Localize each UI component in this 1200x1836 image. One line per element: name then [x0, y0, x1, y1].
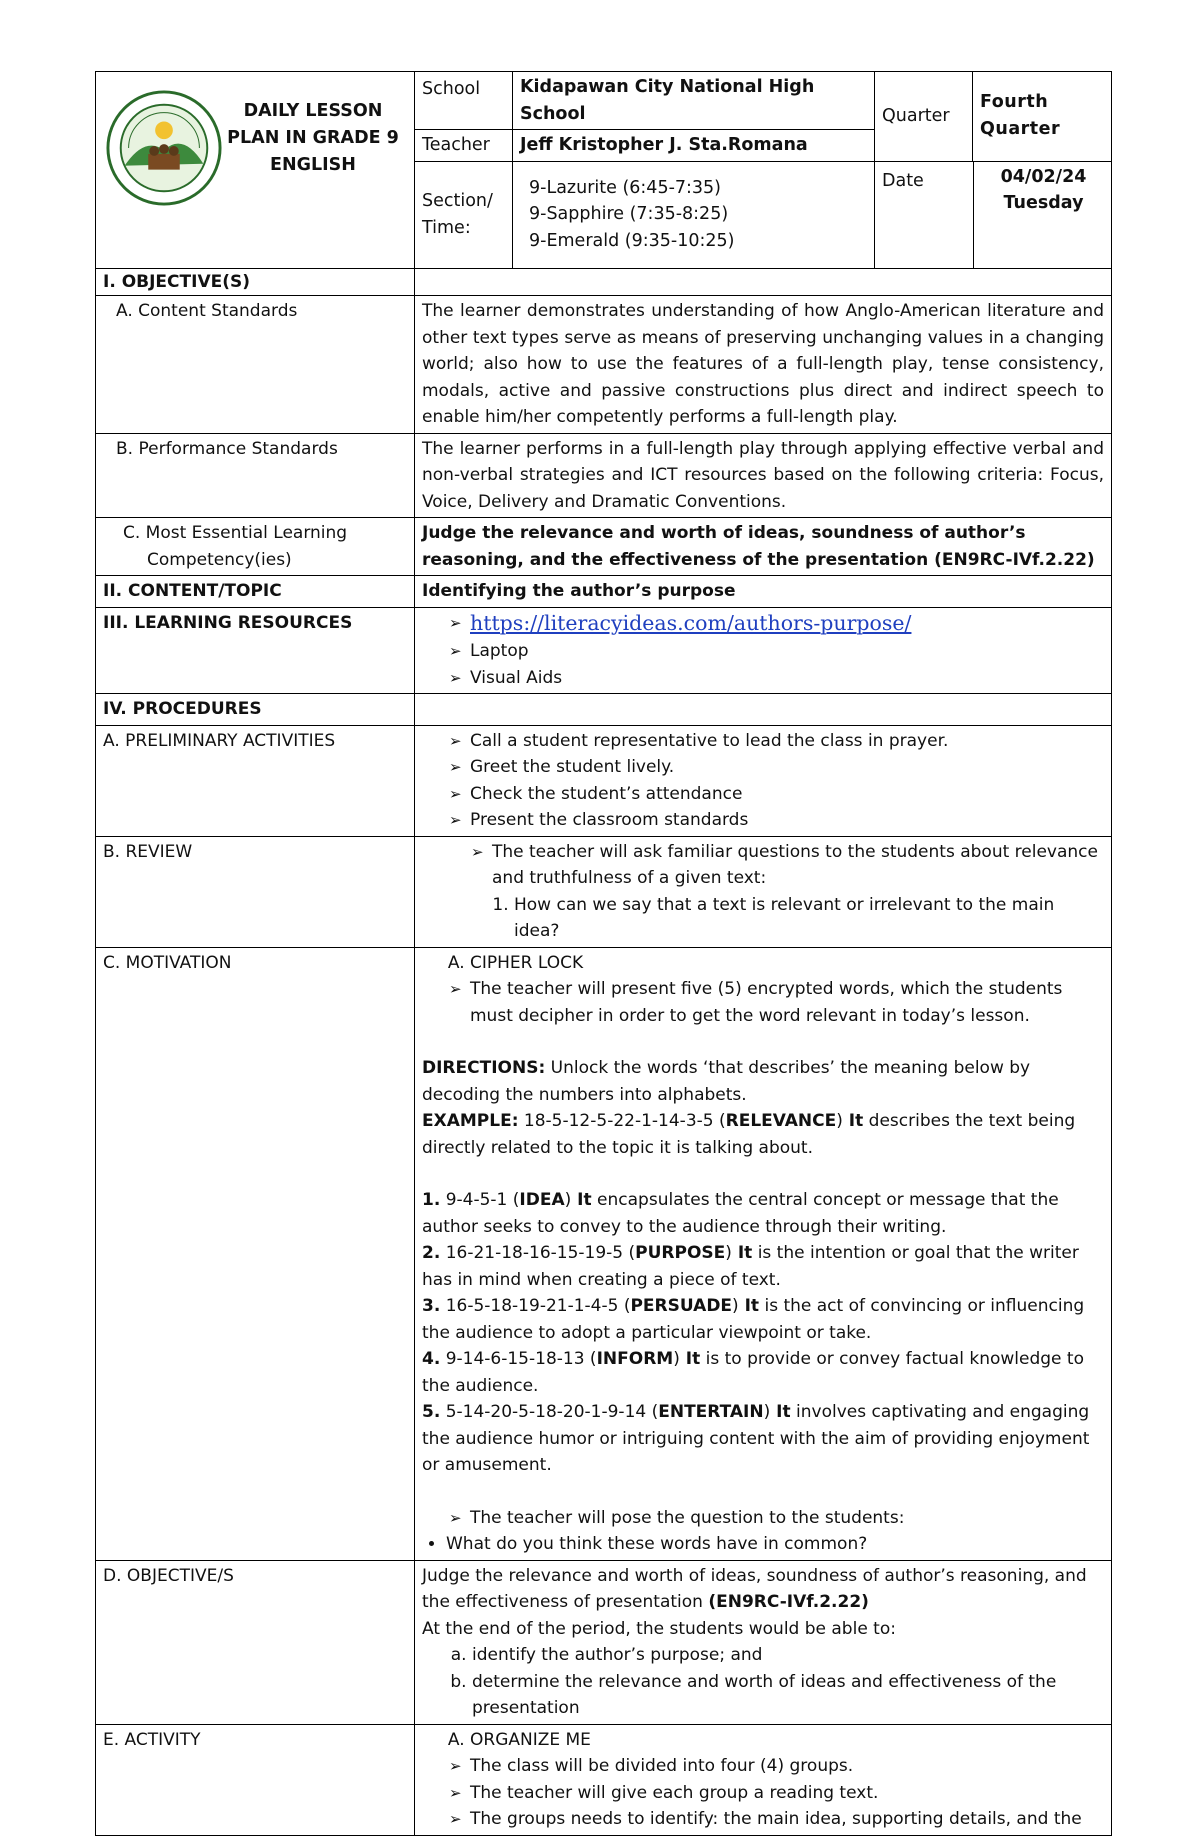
activity-title: A. ORGANIZE ME [470, 1727, 1104, 1754]
list-item: ➢ The teacher will ask familiar questions to the students about relevance and truthfulness of a given text: [492, 839, 1104, 892]
school-label: School [415, 72, 513, 130]
list-item: ➢ Laptop [470, 638, 1104, 665]
quarter-label: Quarter [875, 72, 973, 162]
melc-label: C. Most Essential Learning Competency(ies) [96, 518, 415, 576]
review-content [415, 836, 1112, 947]
list-item: ➢ The class will be divided into four (4) groups. [470, 1753, 1104, 1780]
resource-link[interactable]: https://literacyideas.com/authors-purpose/ [470, 610, 912, 635]
date-label: Date [875, 162, 974, 268]
list-item: ➢ The groups needs to identify: the main idea, supporting details, and the [470, 1806, 1104, 1833]
melc-text: Judge the relevance and worth of ideas, soundness of author’s reasoning, and the effectiveness of the presentation (EN9RC-IVf.2.22) [415, 518, 1112, 576]
school-value: Kidapawan City National High School [513, 72, 875, 130]
motivation-content [415, 947, 1112, 1560]
cipher-item: 3. 16-5-18-19-21-1-4-5 (PERSUADE) It is the act of convincing or influencing the audience to adopt a particular viewpoint or take. [422, 1296, 1085, 1343]
section-item: 9-Lazurite (6:45-7:35) [529, 177, 722, 198]
list-item: ➢ The teacher will pose the question to the students: [470, 1505, 1104, 1532]
performance-standards-text: The learner performs in a full-length play through applying effective verbal and non-verbal strategies and ICT resources based on the following criteria: Focus, Voice, Delivery and Dramatic Conventions. [415, 433, 1112, 518]
section-heading-content: II. CONTENT/TOPIC [96, 576, 415, 608]
section-heading-resources: III. LEARNING RESOURCES [96, 607, 415, 694]
list-item [470, 610, 1104, 639]
motivation-title: A. CIPHER LOCK [470, 950, 1104, 977]
list-item: a. identify the author’s purpose; and [472, 1642, 1104, 1669]
cipher-item: 1. 9-4-5-1 (IDEA) It encapsulates the central concept or message that the author seeks to convey to the audience through their writing. [422, 1190, 1059, 1237]
deped-seal-icon [105, 89, 223, 207]
content-standards-text: The learner demonstrates understanding of how Anglo-American literature and other text types serve as means of preserving unchanging values in a changing world; also how to use the features of a full-length play, tense consistency, modals, active and passive constructions plus direct and indirect speech to enable him/her competently performs a full-length play. [415, 296, 1112, 434]
objective-label: D. OBJECTIVE/S [96, 1560, 415, 1724]
resources-list [415, 607, 1112, 694]
document-title: DAILY LESSON PLAN IN GRADE 9 ENGLISH [96, 72, 415, 269]
cipher-item: 2. 16-21-18-16-15-19-5 (PURPOSE) It is the intention or goal that the writer has in mind when creating a piece of text. [422, 1243, 1079, 1290]
review-question: 1. How can we say that a text is relevant or irrelevant to the main idea? [514, 892, 1104, 945]
section-label: Section/ Time: [415, 161, 513, 268]
list-item: ➢ Check the student’s attendance [470, 781, 1104, 808]
list-item: b. determine the relevance and worth of ideas and effectiveness of the presentation [472, 1669, 1104, 1722]
content-topic: Identifying the author’s purpose [415, 576, 1112, 608]
performance-standards-label: B. Performance Standards [96, 433, 415, 518]
day-value: Tuesday [1003, 193, 1084, 213]
lesson-plan-page [95, 71, 1111, 1836]
teacher-label: Teacher [415, 130, 513, 162]
pose-question: • What do you think these words have in common? [446, 1531, 1104, 1558]
motivation-label: C. MOTIVATION [96, 947, 415, 1560]
activity-content [415, 1724, 1112, 1835]
objective-content: Judge the relevance and worth of ideas, soundness of author’s reasoning, and the effectiveness of presentation (EN9RC-IVf.2.22) At the end of the period, the students would be able to: a. identify the author’s purpose; and b. determine the relevance and worth of ideas and effectiveness of the presentation [415, 1560, 1112, 1724]
date-value: 04/02/24 [1000, 166, 1087, 187]
preliminary-list [415, 725, 1112, 836]
date-cell [974, 162, 1114, 268]
list-item: ➢ The teacher will give each group a reading text. [470, 1780, 1104, 1807]
section-item: 9-Emerald (9:35-10:25) [529, 230, 735, 251]
section-heading-procedures: IV. PROCEDURES [96, 694, 415, 726]
section-item: 9-Sapphire (7:35-8:25) [529, 204, 729, 225]
teacher-value: Jeff Kristopher J. Sta.Romana [513, 130, 875, 162]
directions: DIRECTIONS: Unlock the words ‘that describes’ the meaning below by decoding the numbers into alphabets. [422, 1058, 1031, 1105]
list-item: ➢ Call a student representative to lead the class in prayer. [470, 728, 1104, 755]
list-item: ➢ Greet the student lively. [470, 754, 1104, 781]
review-label: B. REVIEW [96, 836, 415, 947]
cipher-item: 5. 5-14-20-5-18-20-1-9-14 (ENTERTAIN) It involves captivating and engaging the audience humor or intriguing content with the aim of providing enjoyment or amusement. [422, 1402, 1090, 1475]
section-list [513, 161, 875, 268]
list-item: ➢ The teacher will present five (5) encrypted words, which the students must decipher in order to get the word relevant in today’s lesson. [470, 976, 1104, 1029]
cipher-item: 4. 9-14-6-15-18-13 (INFORM) It is to provide or convey factual knowledge to the audience. [422, 1349, 1084, 1396]
content-standards-label: A. Content Standards [96, 296, 415, 434]
preliminary-label: A. PRELIMINARY ACTIVITIES [96, 725, 415, 836]
list-item: ➢ Visual Aids [470, 665, 1104, 692]
activity-label: E. ACTIVITY [96, 1724, 415, 1835]
quarter-value: Fourth Quarter [973, 72, 1112, 162]
example: EXAMPLE: 18-5-12-5-22-1-14-3-5 (RELEVANCE) It describes the text being directly related to the topic it is talking about. [422, 1111, 1076, 1158]
list-item: ➢ Present the classroom standards [470, 807, 1104, 834]
section-heading-objectives: I. OBJECTIVE(S) [96, 268, 415, 296]
